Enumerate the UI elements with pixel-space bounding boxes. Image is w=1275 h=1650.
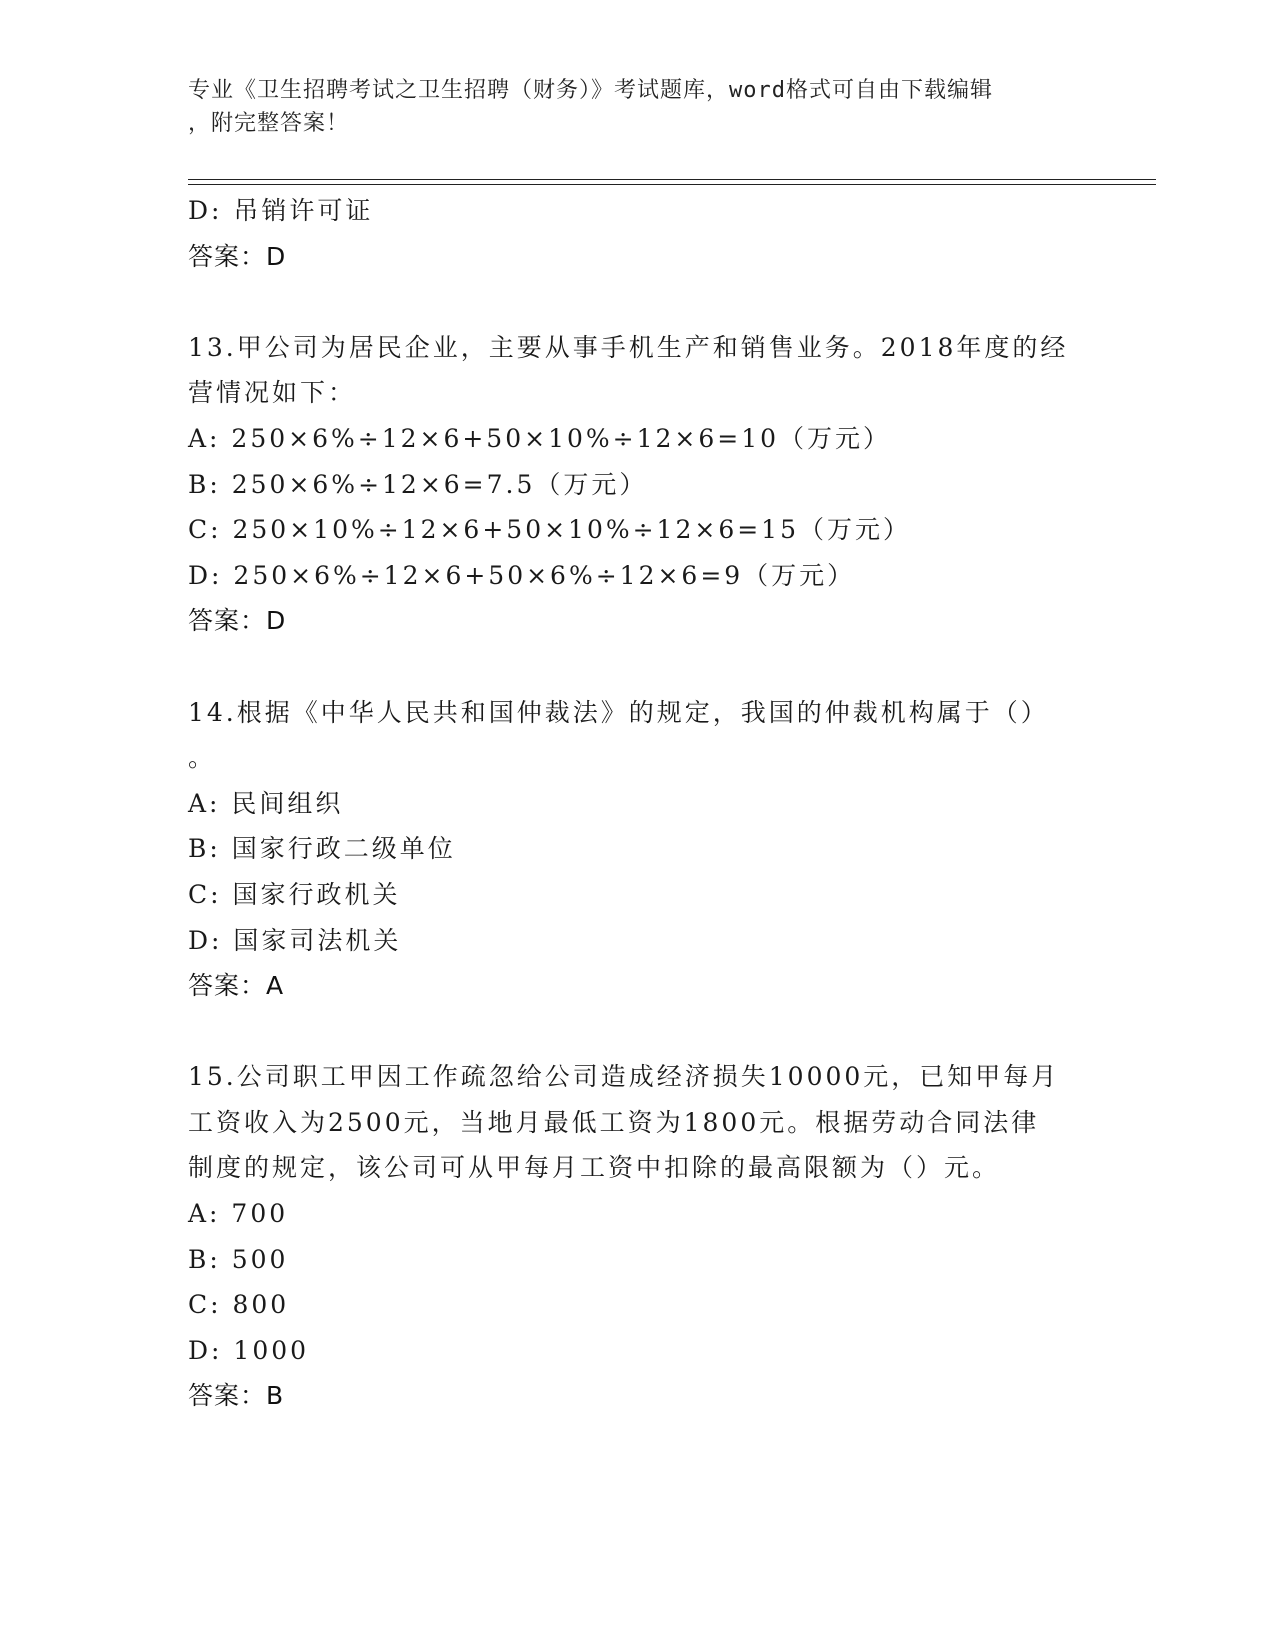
question-stem: 营情况如下： (188, 378, 357, 408)
spacer (188, 644, 1108, 690)
question-13 (188, 325, 1108, 644)
header-rule-bottom (188, 184, 1156, 185)
header-rule-top (188, 179, 1156, 180)
question-stem: 制度的规定，该公司可从甲每月工资中扣除的最高限额为（）元。 (188, 1153, 1001, 1183)
answer-line: 答案：D (188, 606, 287, 636)
option-b: B: 250×6%÷12×6=7.5（万元） (188, 469, 648, 499)
document-header (188, 74, 1088, 140)
question-stem: 15.公司职工甲因工作疏忽给公司造成经济损失10000元，已知甲每月 (188, 1062, 1060, 1092)
question-15 (188, 1054, 1108, 1419)
question-stem: 工资收入为2500元，当地月最低工资为1800元。根据劳动合同法律 (188, 1107, 1040, 1137)
answer-line: 答案：D (188, 241, 287, 271)
question-stem: 。 (188, 743, 217, 773)
option-d: D: 1000 (188, 1335, 310, 1365)
option-c: C: 250×10%÷12×6+50×10%÷12×6=15（万元） (188, 515, 911, 545)
option-c: C: 国家行政机关 (188, 879, 401, 909)
question-stem: 14.根据《中华人民共和国仲裁法》的规定，我国的仲裁机构属于（） (188, 697, 1049, 727)
question-stem: 13.甲公司为居民企业，主要从事手机生产和销售业务。2018年度的经 (188, 332, 1069, 362)
option-b: B: 国家行政二级单位 (188, 834, 456, 864)
question-list (188, 188, 1108, 1419)
answer-line: 答案：A (188, 971, 285, 1001)
spacer (188, 279, 1108, 325)
option-a: A: 民间组织 (188, 788, 344, 818)
answer-line: 答案：B (188, 1381, 285, 1411)
option-d: D: 250×6%÷12×6+50×6%÷12×6=9（万元） (188, 560, 856, 590)
option-b: B: 500 (188, 1244, 289, 1274)
spacer (188, 1009, 1108, 1055)
header-line-1: 专业《卫生招聘考试之卫生招聘（财务）》考试题库，word格式可自由下载编辑 (188, 78, 993, 103)
option-a: A: 700 (188, 1199, 289, 1229)
option-c: C: 800 (188, 1290, 290, 1320)
header-line-2: ，附完整答案！ (188, 111, 350, 136)
option-d: D: 国家司法机关 (188, 925, 402, 955)
question-14 (188, 690, 1108, 1009)
option-d: D: 吊销许可证 (188, 196, 374, 225)
option-a: A: 250×6%÷12×6+50×10%÷12×6=10（万元） (188, 423, 892, 453)
previous-question-tail (188, 188, 1108, 279)
